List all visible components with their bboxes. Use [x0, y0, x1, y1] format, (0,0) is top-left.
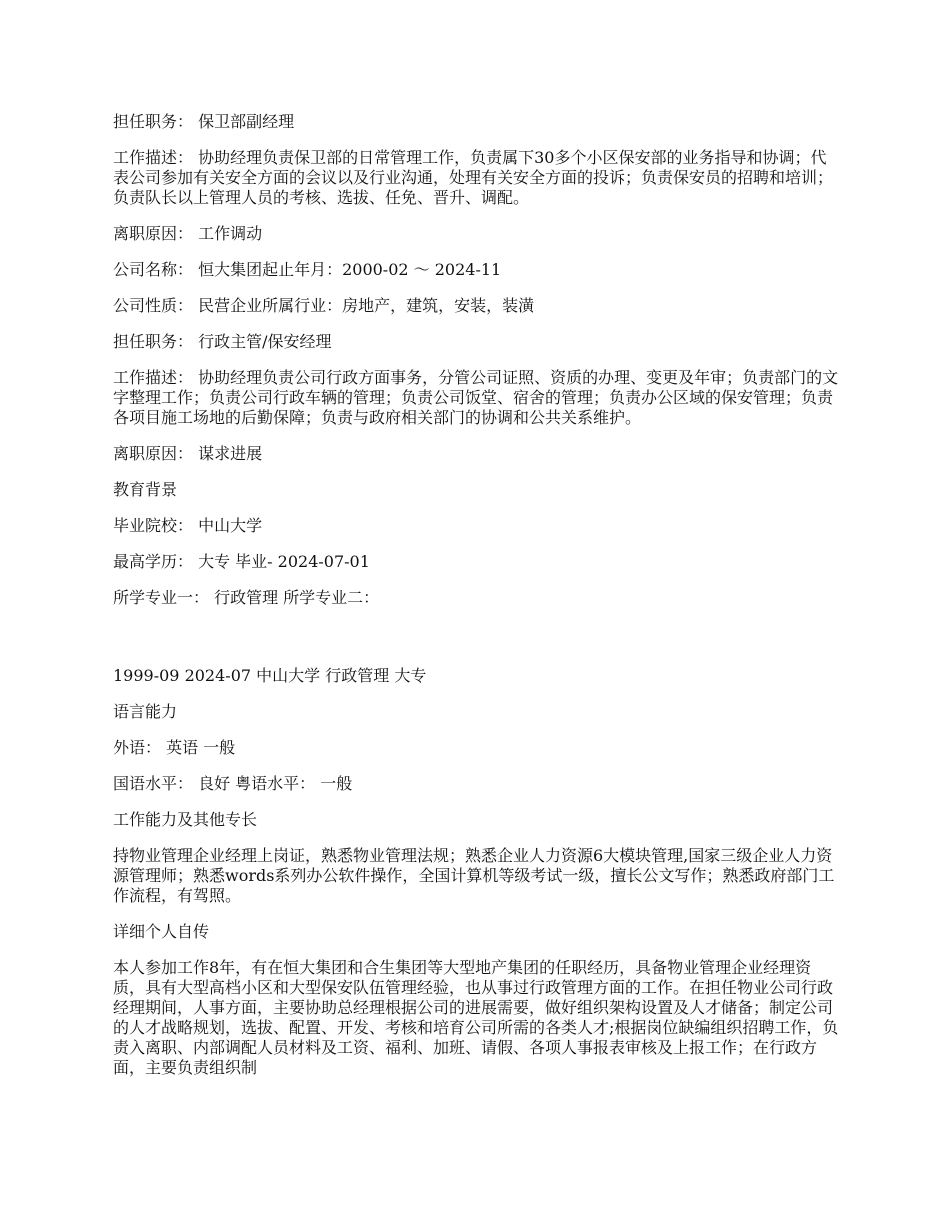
- mandarin-cantonese-level: 国语水平： 良好 粤语水平： 一般: [113, 774, 353, 793]
- highest-degree: 最高学历： 大专 毕业- 2024-07-01: [113, 552, 370, 571]
- section-heading-language: 语言能力: [113, 702, 178, 721]
- foreign-language: 外语： 英语 一般: [113, 738, 236, 757]
- job-description: 工作描述： 协助经理负责公司行政方面事务，分管公司证照、资质的办理、变更及年审；负责部门的文字整理工作；负责公司行政车辆的管理；负责公司饭堂、宿舍的管理；负责办公区域的保安管理；负责各项目施工场地的后勤保障；负责与政府相关部门的协调和公共关系维护。: [113, 368, 839, 427]
- spacer: [113, 624, 840, 666]
- company-type: 公司性质： 民营企业所属行业：房地产，建筑，安装，装潢: [113, 296, 535, 315]
- leave-reason: 离职原因： 工作调动: [113, 224, 263, 243]
- section-heading-skills: 工作能力及其他专长: [113, 810, 258, 829]
- graduate-school: 毕业院校： 中山大学: [113, 516, 263, 535]
- leave-reason: 离职原因： 谋求进展: [113, 444, 263, 463]
- education-record: 1999-09 2024-07 中山大学 行政管理 大专: [113, 666, 427, 685]
- section-heading-autobiography: 详细个人自传: [113, 922, 210, 941]
- section-heading-education: 教育背景: [113, 480, 178, 499]
- position-line: 担任职务： 行政主管/保安经理: [113, 332, 332, 351]
- company-name: 公司名称： 恒大集团起止年月：2000-02 ～ 2024-11: [113, 260, 502, 279]
- skills-text: 持物业管理企业经理上岗证，熟悉物业管理法规；熟悉企业人力资源6大模块管理,国家三级企业人力资源管理师；熟悉words系列办公软件操作，全国计算机等级考试一级，擅长公文写作；熟悉政府部门工作流程，有驾照。: [113, 846, 835, 905]
- majors: 所学专业一： 行政管理 所学专业二：: [113, 588, 380, 607]
- position-line: 担任职务： 保卫部副经理: [113, 112, 295, 131]
- job-description: 工作描述： 协助经理负责保卫部的日常管理工作，负责属下30多个小区保安部的业务指导和协调；代表公司参加有关安全方面的会议以及行业沟通，处理有关安全方面的投诉；负责保安员的招聘和培训；负责队长以上管理人员的考核、选拔、任免、晋升、调配。: [113, 148, 834, 207]
- autobiography-text: 本人参加工作8年，有在恒大集团和合生集团等大型地产集团的任职经历，具备物业管理企业经理资质，具有大型高档小区和大型保安队伍管理经验，也从事过行政管理方面的工作。在担任物业公司行政经理期间，人事方面，主要协助总经理根据公司的进展需要，做好组织架构设置及人才储备；制定公司的人才战略规划，选拔、配置、开发、考核和培育公司所需的各类人才;根据岗位缺编组织招聘工作，负责入离职、内部调配人员材料及工资、福利、加班、请假、各项人事报表审核及上报工作；在行政方面，主要负责组织制: [113, 958, 839, 1077]
